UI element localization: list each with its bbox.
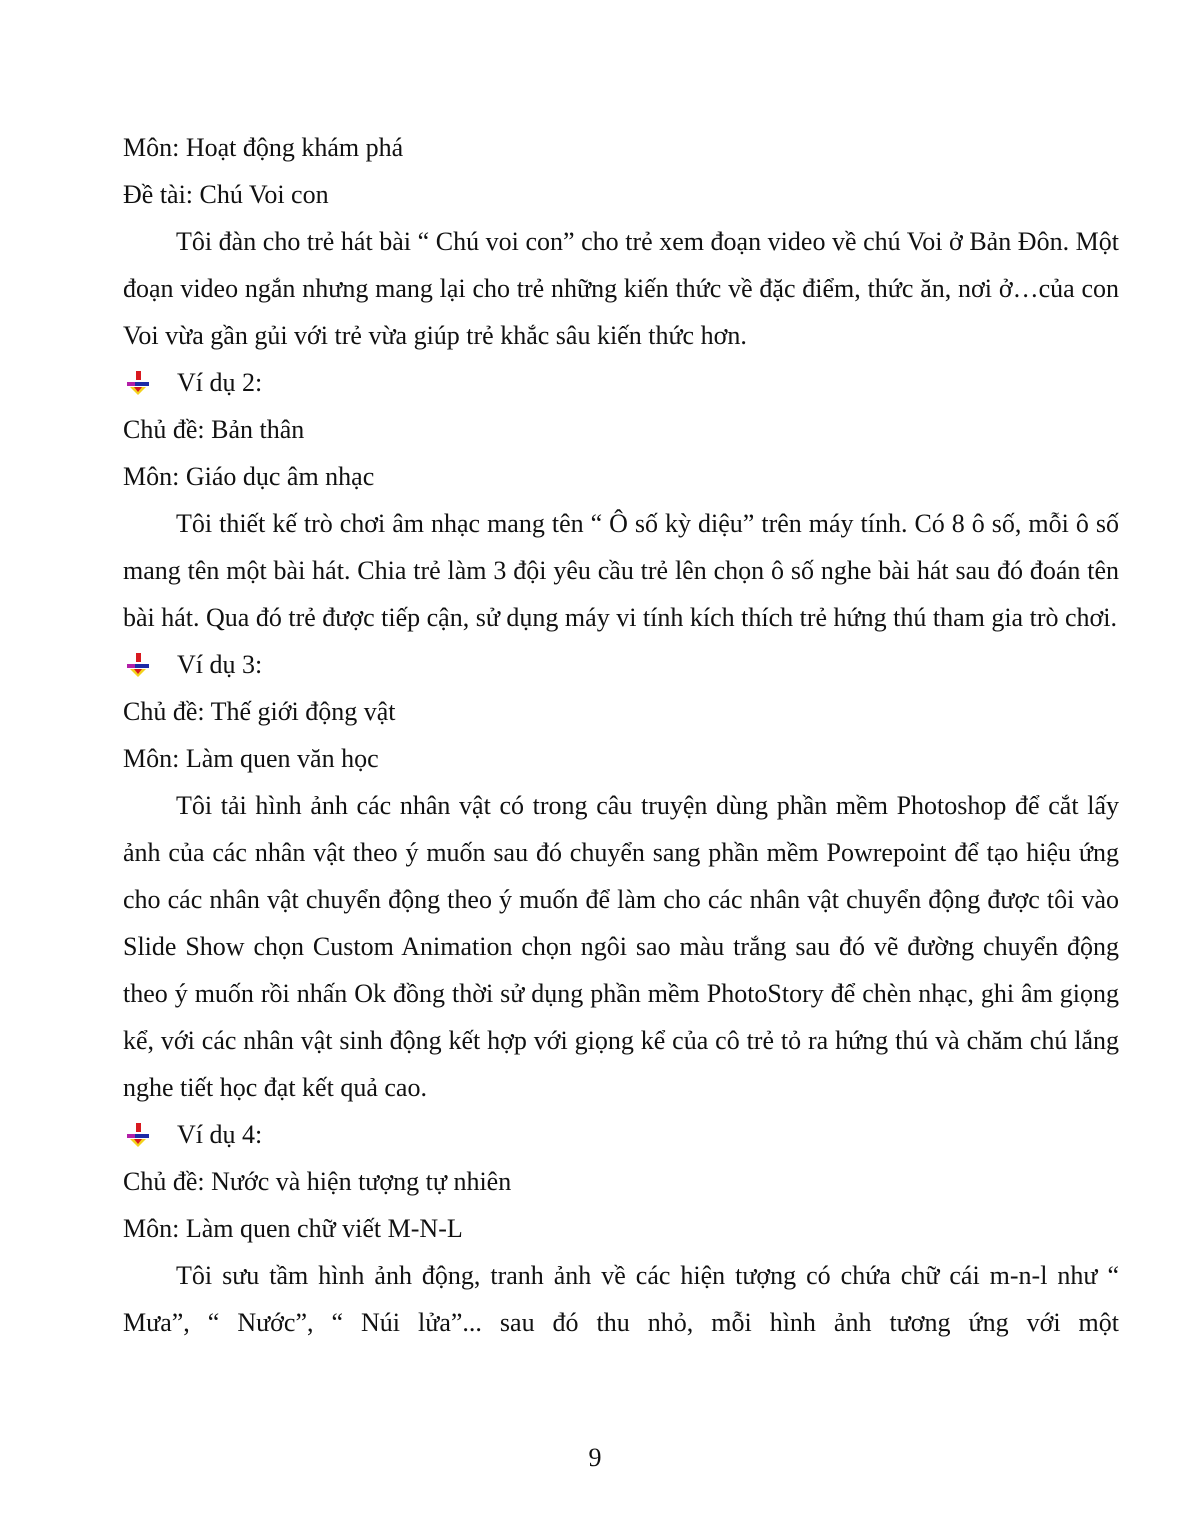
theme-line-3: Chủ đề: Thế giới động vật xyxy=(123,697,396,726)
paragraph-4: Tôi sưu tầm hình ảnh động, tranh ảnh về các hiện tượng có chứa chữ cái m-n-l như “ Mưa”, “ Nước”, “ Núi lửa”... sau đó thu nhỏ, mỗi hình ảnh tương ứng với một xyxy=(123,1261,1119,1337)
paragraph-3: Tôi tải hình ảnh các nhân vật có trong câu truyện dùng phần mềm Photoshop để cắt lấy ảnh của các nhân vật theo ý muốn sau đó chuyển sang phần mềm Powrepoint để tạo hiệu ứng cho các nhân vật chuyển động theo ý muốn để làm cho các nhân vật chuyển động được tôi vào Slide Show chọn Custom Animation chọn ngôi sao màu trắng sau đó vẽ đường chuyển động theo ý muốn rồi nhấn Ok đồng thời sử dụng phần mềm PhotoStory để chèn nhạc, ghi âm giọng kể, với các nhân vật sinh động kết hợp với giọng kể của cô trẻ tỏ ra hứng thú và chăm chú lắng nghe tiết học đạt kết quả cao. xyxy=(123,791,1119,1102)
bullet-arrow-icon xyxy=(125,370,151,396)
example-heading-2 xyxy=(123,359,1119,406)
subject-line-2: Môn: Giáo dục âm nhạc xyxy=(123,462,375,491)
example-heading-4 xyxy=(123,1111,1119,1158)
subject-line-1: Môn: Hoạt động khám phá xyxy=(123,133,404,162)
theme-line-4: Chủ đề: Nước và hiện tượng tự nhiên xyxy=(123,1167,512,1196)
subject-line-3: Môn: Làm quen văn học xyxy=(123,744,379,773)
subject-line-4: Môn: Làm quen chữ viết M-N-L xyxy=(123,1214,463,1243)
example-label-3: Ví dụ 3: xyxy=(177,650,263,679)
example-heading-3 xyxy=(123,641,1119,688)
page-content xyxy=(123,124,1119,1346)
topic-line-1: Đề tài: Chú Voi con xyxy=(123,180,329,209)
example-label-2: Ví dụ 2: xyxy=(177,368,263,397)
paragraph-2: Tôi thiết kế trò chơi âm nhạc mang tên “ Ô số kỳ diệu” trên máy tính. Có 8 ô số, mỗi ô số mang tên một bài hát. Chia trẻ làm 3 đội yêu cầu trẻ lên chọn ô số nghe bài hát sau đó đoán tên bài hát. Qua đó trẻ được tiếp cận, sử dụng máy vi tính kích thích trẻ hứng thú tham gia trò chơi. xyxy=(123,509,1119,632)
theme-line-2: Chủ đề: Bản thân xyxy=(123,415,305,444)
bullet-arrow-icon xyxy=(125,652,151,678)
paragraph-1: Tôi đàn cho trẻ hát bài “ Chú voi con” cho trẻ xem đoạn video về chú Voi ở Bản Đôn. Một đoạn video ngắn nhưng mang lại cho trẻ những kiến thức về đặc điểm, thức ăn, nơi ở…của con Voi vừa gần gủi với trẻ vừa giúp trẻ khắc sâu kiến thức hơn. xyxy=(123,227,1119,350)
page-number: 9 xyxy=(588,1443,602,1472)
example-label-4: Ví dụ 4: xyxy=(177,1120,263,1149)
bullet-arrow-icon xyxy=(125,1122,151,1148)
